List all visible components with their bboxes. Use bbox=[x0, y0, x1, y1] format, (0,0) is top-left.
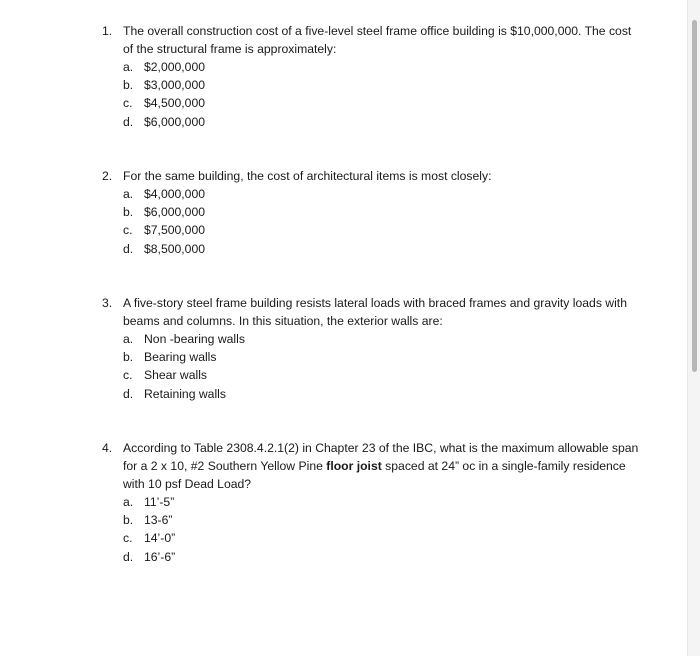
question-text bbox=[123, 439, 642, 493]
option-letter: a. bbox=[123, 187, 134, 201]
answer-option bbox=[123, 366, 642, 384]
option-letter: b. bbox=[123, 78, 134, 93]
option-letter: a. bbox=[123, 495, 134, 509]
option-letter: d. bbox=[123, 114, 134, 129]
option-letter: a. bbox=[123, 60, 134, 74]
question-1 bbox=[102, 22, 642, 131]
answer-option bbox=[123, 348, 642, 366]
option-letter: d. bbox=[123, 549, 134, 564]
answer-option bbox=[123, 203, 642, 221]
option-letter: c. bbox=[123, 223, 133, 238]
option-text: $7,500,000 bbox=[144, 223, 205, 238]
option-text: 13-6” bbox=[144, 513, 173, 528]
option-text: $2,000,000 bbox=[144, 60, 205, 74]
answer-options bbox=[123, 185, 642, 258]
option-text: $8,500,000 bbox=[144, 241, 205, 256]
answer-option bbox=[123, 221, 642, 239]
option-text: $4,000,000 bbox=[144, 187, 205, 201]
answer-option bbox=[123, 529, 642, 547]
answer-option bbox=[123, 58, 642, 76]
question-text: A five-story steel frame building resists lateral loads with braced frames and gravity loads with beams and columns. In this situation, the exterior walls are: bbox=[123, 296, 627, 328]
option-letter: c. bbox=[123, 368, 133, 383]
option-letter: b. bbox=[123, 205, 134, 220]
answer-option bbox=[123, 493, 642, 511]
answer-option bbox=[123, 330, 642, 348]
option-text: 14’-0” bbox=[144, 531, 176, 546]
option-letter: d. bbox=[123, 241, 134, 256]
question-number: 3. bbox=[102, 296, 113, 310]
question-text-end: spaced at 24” oc in a single-family residence with 10 psf Dead Load? bbox=[123, 459, 626, 491]
option-text: $3,000,000 bbox=[144, 78, 205, 93]
option-text: $6,000,000 bbox=[144, 114, 205, 129]
option-text: Bearing walls bbox=[144, 350, 217, 365]
option-letter: d. bbox=[123, 386, 134, 401]
option-letter: c. bbox=[123, 96, 133, 111]
answer-option bbox=[123, 511, 642, 529]
option-text: Non -bearing walls bbox=[144, 332, 245, 346]
vertical-scrollbar[interactable] bbox=[687, 0, 700, 656]
answer-options bbox=[123, 493, 642, 566]
option-letter: b. bbox=[123, 513, 134, 528]
question-text: For the same building, the cost of architectural items is most closely: bbox=[123, 169, 492, 183]
answer-option bbox=[123, 385, 642, 403]
answer-option bbox=[123, 76, 642, 94]
option-text: $6,000,000 bbox=[144, 205, 205, 220]
answer-option bbox=[123, 548, 642, 566]
option-text: 16’-6” bbox=[144, 549, 176, 564]
question-text-start: According to Table 2308.4.2.1(2) in Chapter 23 of the IBC, what is the maximum allowable span for a 2 x 10, #2 Southern Yellow Pine bbox=[123, 441, 639, 473]
answer-option bbox=[123, 185, 642, 203]
answer-options bbox=[123, 330, 642, 403]
emphasized-term: floor joist bbox=[326, 459, 382, 473]
question-text: The overall construction cost of a five-level steel frame office building is $10,000,000. The cost of the structural frame is approximately: bbox=[123, 24, 632, 56]
answer-options bbox=[123, 58, 642, 131]
question-number: 1. bbox=[102, 24, 113, 38]
option-text: Shear walls bbox=[144, 368, 207, 383]
option-letter: c. bbox=[123, 531, 133, 546]
option-letter: a. bbox=[123, 332, 134, 346]
question-3 bbox=[102, 294, 642, 403]
question-number: 4. bbox=[102, 441, 113, 455]
answer-option bbox=[123, 240, 642, 258]
option-text: $4,500,000 bbox=[144, 96, 205, 111]
option-letter: b. bbox=[123, 350, 134, 365]
option-text: Retaining walls bbox=[144, 386, 226, 401]
question-number: 2. bbox=[102, 169, 113, 183]
question-4 bbox=[102, 439, 642, 566]
scrollbar-thumb[interactable] bbox=[692, 20, 697, 372]
question-2 bbox=[102, 167, 642, 258]
option-text: 11’-5” bbox=[144, 495, 175, 509]
answer-option bbox=[123, 94, 642, 112]
answer-option bbox=[123, 113, 642, 131]
